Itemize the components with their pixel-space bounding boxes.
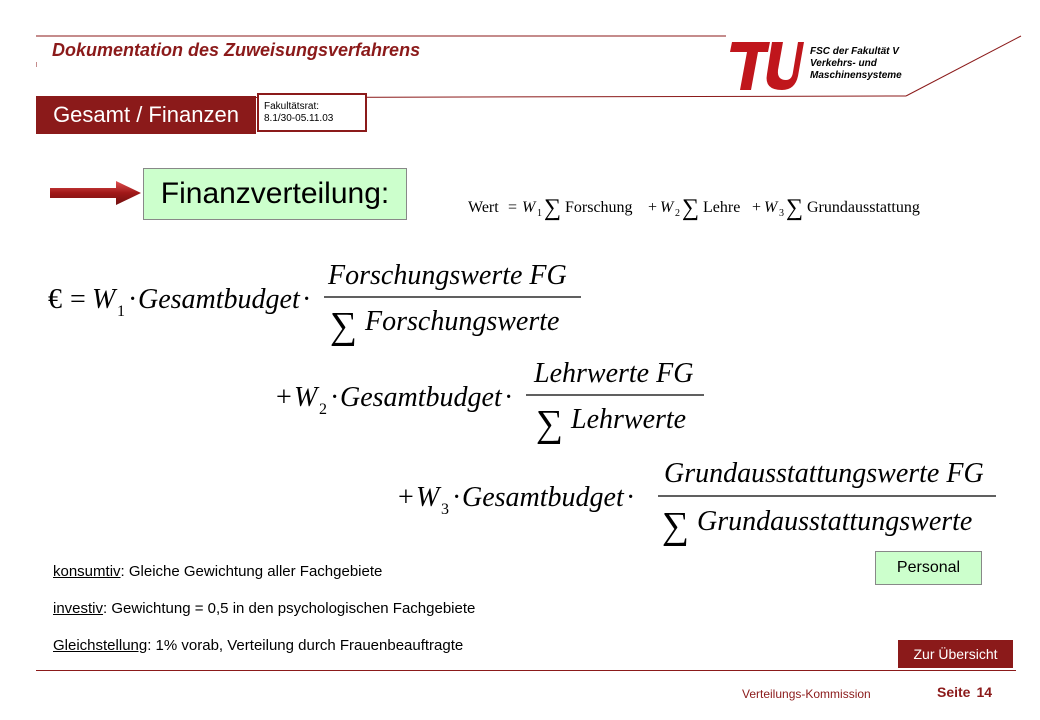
svg-text:+: +: [752, 199, 762, 216]
note-gleichstellung: [53, 637, 463, 654]
svg-text:∑: ∑: [662, 505, 690, 547]
note-konsumtiv: [53, 563, 382, 580]
arrow-right-icon: [50, 180, 142, 206]
svg-text:·: ·: [504, 382, 514, 413]
page-label: Seite: [937, 684, 971, 700]
formula-budget: Gesamtbudget: [340, 382, 502, 413]
tu-berlin-logo: [726, 38, 806, 94]
reference-box: [257, 93, 367, 132]
formula-term: Lehre: [703, 199, 741, 216]
footer-divider: [36, 670, 1016, 671]
value-formula: [468, 188, 948, 222]
faculty-line: FSC der Fakultät V: [810, 46, 899, 57]
svg-text:=: =: [508, 199, 518, 216]
svg-text:∑: ∑: [786, 195, 804, 221]
formula-denominator: Forschungswerte: [365, 306, 560, 337]
formula-budget: Gesamtbudget: [138, 284, 300, 315]
formula-weight: W: [522, 199, 536, 216]
page-number: [937, 684, 992, 700]
personal-button[interactable]: Personal: [875, 551, 982, 585]
formula-denominator: Grundausstattungswerte: [697, 506, 973, 537]
overview-button[interactable]: Zur Übersicht: [898, 640, 1013, 668]
svg-text:∑: ∑: [682, 195, 700, 221]
note-text: : 1% vorab, Verteilung durch Frauenbeauftragte: [147, 637, 464, 654]
svg-text:∑: ∑: [536, 403, 564, 445]
footer-organization: Verteilungs-Kommission: [742, 687, 871, 701]
page-title: Finanzverteilung:: [143, 168, 407, 220]
section-tab: Gesamt / Finanzen: [36, 96, 256, 134]
formula-weight: W: [416, 482, 440, 513]
formula-term: Forschung: [565, 199, 633, 216]
formula-weight-sub: 1: [117, 303, 125, 320]
page-number-value: 14: [976, 684, 993, 700]
formula-numerator: Forschungswerte FG: [328, 260, 567, 291]
formula-term: Grundausstattung: [807, 199, 920, 216]
formula-lhs: Wert: [468, 199, 499, 216]
reference-line: Fakultätsrat:: [264, 101, 320, 112]
distribution-formula: [40, 250, 1020, 550]
note-keyword: Gleichstellung: [53, 637, 148, 654]
svg-text:·: ·: [452, 482, 462, 513]
formula-weight: W: [92, 284, 116, 315]
svg-text:·: ·: [128, 284, 138, 315]
reference-line: 8.1/30-05.11.03: [264, 113, 334, 124]
formula-weight-sub: 3: [779, 208, 784, 219]
formula-weight-sub: 2: [319, 401, 327, 418]
note-keyword: investiv: [53, 600, 104, 617]
formula-weight-sub: 1: [537, 208, 542, 219]
note-text: : Gleiche Gewichtung aller Fachgebiete: [120, 563, 383, 580]
svg-text:∑: ∑: [330, 305, 358, 347]
formula-budget: Gesamtbudget: [462, 482, 624, 513]
formula-weight-sub: 2: [675, 208, 680, 219]
note-keyword: konsumtiv: [53, 563, 121, 580]
svg-text:·: ·: [626, 482, 636, 513]
faculty-line: Maschinensysteme: [810, 70, 902, 81]
svg-text:·: ·: [330, 382, 340, 413]
formula-numerator: Lehrwerte FG: [534, 358, 694, 389]
formula-lhs: €: [48, 284, 62, 315]
note-text: : Gewichtung = 0,5 in den psychologischen Fachgebiete: [103, 600, 476, 617]
svg-text:∑: ∑: [544, 195, 562, 221]
logo-word: berlin: [783, 45, 796, 69]
svg-text:=: =: [70, 284, 86, 315]
header-title: Dokumentation des Zuweisungsverfahrens: [52, 40, 421, 60]
svg-text:+: +: [648, 199, 658, 216]
faculty-line: Verkehrs- und: [810, 58, 877, 69]
svg-text:+: +: [276, 382, 292, 413]
formula-weight: W: [294, 382, 318, 413]
formula-weight: W: [660, 199, 674, 216]
note-investiv: [53, 600, 475, 617]
formula-weight-sub: 3: [441, 501, 449, 518]
formula-denominator: Lehrwerte: [571, 404, 687, 435]
svg-text:+: +: [398, 482, 414, 513]
faculty-text: [810, 46, 902, 82]
formula-weight: W: [764, 199, 778, 216]
svg-text:·: ·: [302, 284, 312, 315]
formula-numerator: Grundausstattungswerte FG: [664, 458, 984, 489]
